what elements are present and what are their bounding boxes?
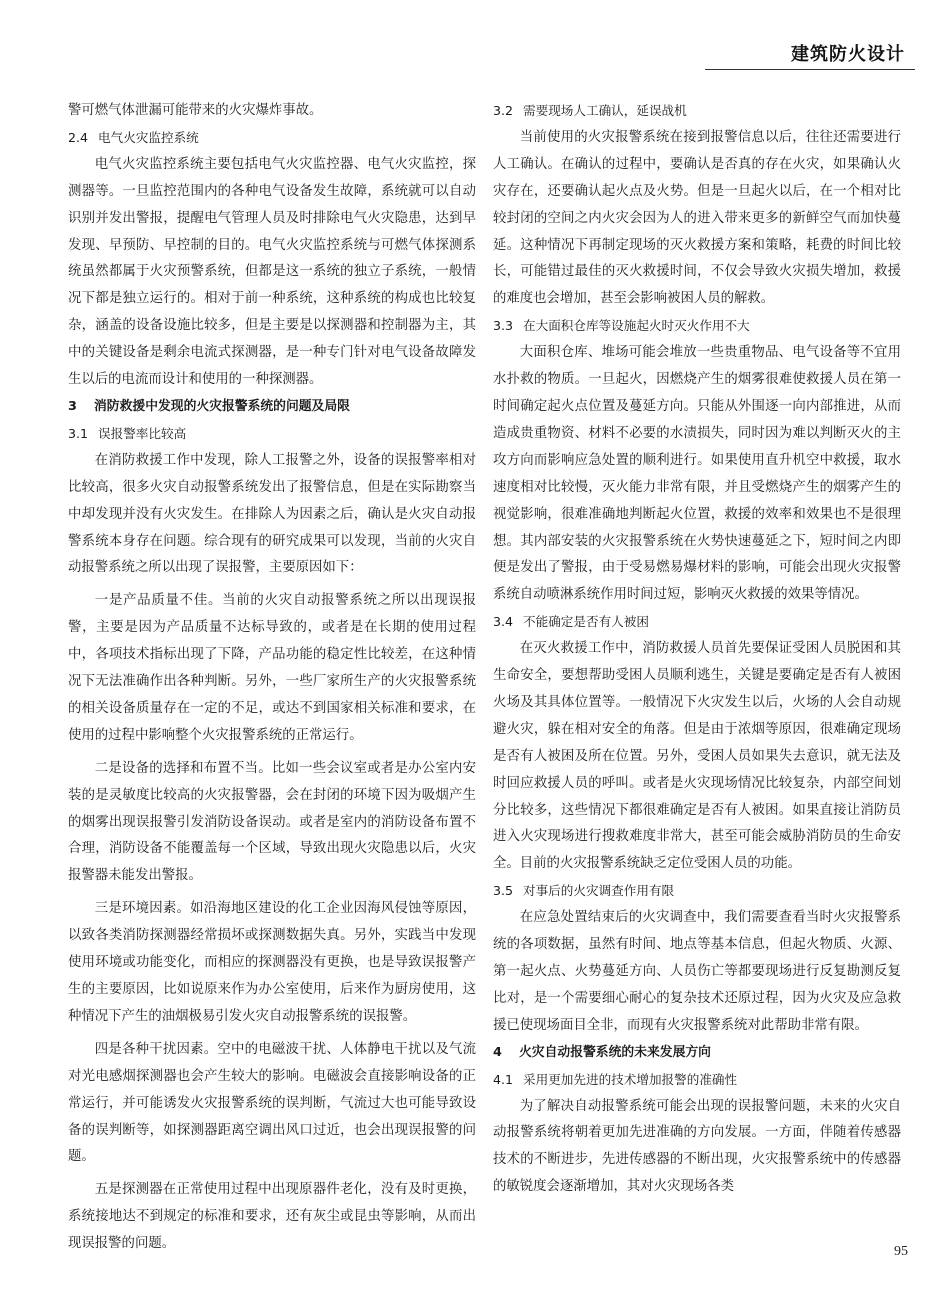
section-title: 误报警率比较高: [98, 425, 187, 441]
section-number: 4: [493, 1044, 502, 1060]
heading-4: [493, 1040, 901, 1067]
heading-2-4: [68, 125, 476, 152]
section-title: 采用更加先进的技术增加报警的准确性: [523, 1071, 738, 1087]
continued-paragraph: 警可燃气体泄漏可能带来的火灾爆炸事故。: [68, 103, 323, 118]
section-number: 3: [68, 398, 77, 414]
paragraph: 在消防救援工作中发现，除人工报警之外，设备的误报警率相对比较高，很多火灾自动报警系统发出了报警信息，但是在实际勘察当中却发现并没有火灾发生。在排除人为因素之后，确认是火灾自动报警系统本身存在问题。综合现有的研究成果可以发现，当前的火灾自动报警系统之所以出现了误报警，主要原因如下：: [68, 452, 476, 576]
section-title: 不能确定是否有人被困: [523, 614, 649, 630]
heading-4-1: [493, 1067, 901, 1094]
heading-3: [68, 394, 476, 421]
heading-3-2: [493, 98, 901, 125]
paragraph: 在应急处置结束后的火灾调查中，我们需要查看当时火灾报警系统的各项数据，虽然有时间、地点等基本信息，但起火物质、火源、第一起火点、火势蔓延方向、人员伤亡等都要现场进行反复勘测反复比对，是一个需要细心耐心的复杂技术还原过程，因为火灾及应急救援已使现场面目全非，而现有火灾报警系统对此帮助非常有限。: [493, 910, 901, 1033]
heading-3-3: [493, 313, 901, 340]
section-number: 3.4: [493, 614, 514, 630]
paragraph: 电气火灾监控系统主要包括电气火灾监控器、电气火灾监控，探测器等。一旦监控范围内的各种电气设备发生故障，系统就可以自动识别并发出警报，提醒电气管理人员及时排除电气火灾隐患，达到早发现、早预防、早控制的目的。电气火灾监控系统与可燃气体探测系统虽然都属于火灾预警系统，但都是这一系统的独立子系统，一般情况下都是独立运行的。相对于前一种系统，这种系统的构成也比较复杂，涵盖的设备设施比较多，但是主要是以探测器和控制器为主，其中的关键设备是剩余电流式探测器，是一种专门针对电气设备故障发生以后的电流而设计和使用的一种探测器。: [68, 156, 476, 388]
section-title: 需要现场人工确认，延误战机: [523, 103, 687, 118]
header-rule: [705, 69, 915, 70]
section-title: 消防救援中发现的火灾报警系统的问题及局限: [94, 398, 350, 414]
paragraph: 为了解决自动报警系统可能会出现的误报警问题，未来的火灾自动报警系统将朝着更加先进准确的方向发展。一方面，伴随着传感器技术的不断进步，先进传感器的不断出现，火灾报警系统中的传感器的敏锐度会逐渐增加，其对火灾现场各类: [493, 1098, 901, 1195]
right-column: [493, 98, 901, 1201]
heading-3-1: [68, 421, 476, 448]
paragraph: 当前使用的火灾报警系统在接到报警信息以后，往往还需要进行人工确认。在确认的过程中，要确认是否真的存在火灾，如果确认火灾存在，还要确认起火点及火势。但是一旦起火以后，在一个相对比较封闭的空间之内火灾会因为人的进入带来更多的新鲜空气而加快蔓延。这种情况下再制定现场的灭火救援方案和策略，耗费的时间比较长，可能错过最佳的灭火救援时间，不仅会导致火灾损失增加，救援的难度也会增加，甚至会影响被困人员的解救。: [493, 129, 901, 307]
section-number: 3.2: [493, 103, 514, 118]
paragraph: 二是设备的选择和布置不当。比如一些会议室或者是办公室内安装的是灵敏度比较高的火灾报警器，会在封闭的环境下因为吸烟产生的烟雾出现误报警引发消防设备误动。或者是室内的消防设备布置不合理，消防设备不能覆盖每一个区域，导致出现火灾隐患以后，火灾报警器未能发出警报。: [68, 760, 476, 884]
page-number: 95: [894, 1244, 908, 1259]
left-column: [68, 98, 476, 1258]
paragraph: 五是探测器在正常使用过程中出现原器件老化，没有及时更换，系统接地达不到规定的标准和要求，还有灰尘或昆虫等影响，从而出现误报警的问题。: [68, 1182, 476, 1252]
section-number: 2.4: [68, 129, 89, 145]
section-number: 3.3: [493, 318, 514, 334]
section-title: 在大面积仓库等设施起火时灭火作用不大: [523, 318, 750, 334]
section-title: 电气火灾监控系统: [98, 129, 199, 145]
paragraph: 三是环境因素。如沿海地区建设的化工企业因海风侵蚀等原因，以致各类消防探测器经常损坏或探测数据失真。另外，实践当中发现使用环境或功能变化，而相应的探测器没有更换，也是导致误报警产生的主要原因，比如说原来作为办公室使用，后来作为厨房使用，这种情况下产生的油烟极易引发火灾自动报警系统的误报警。: [68, 901, 476, 1024]
paragraph: 在灭火救援工作中，消防救援人员首先要保证受困人员脱困和其生命安全，要想帮助受困人员顺利逃生，关键是要确定是否有人被困火场及其具体位置等。一般情况下火灾发生以后，火场的人会自动规避火灾，躲在相对安全的角落。但是由于浓烟等原因，很难确定现场是否有人被困及所在位置。另外，受困人员如果失去意识，就无法及时回应救援人员的呼叫。或者是火灾现场情况比较复杂，内部空间划分比较多，这些情况下都很难确定是否有人被困。如果直接让消防员进入火灾现场进行搜救难度非常大，甚至可能会威胁消防员的生命安全。目前的火灾报警系统缺乏定位受困人员的功能。: [493, 641, 901, 872]
section-title: 对事后的火灾调查作用有限: [523, 883, 675, 899]
paragraph: 大面积仓库、堆场可能会堆放一些贵重物品、电气设备等不宜用水扑救的物质。一旦起火，因燃烧产生的烟雾很难使救援人员在第一时间确定起火点位置及蔓延方向。只能从外围逐一向内部推进，从而造成贵重物资、材料不必要的水渍损失，同时因为难以判断灭火的主攻方向而影响应急处置的顺利进行。如果使用直升机空中救援，取水速度相对比较慢，灭火能力非常有限，并且受燃烧产生的烟雾产生的视觉影响，很难准确地判断起火位置，救援的效率和效果也不是很理想。其内部安装的火灾报警系统在火势快速蔓延之下，短时间之内即便是发出了警报，由于受易燃易爆材料的影响，可能会出现火灾报警系统自动喷淋系统作用时间过短，影响灭火救援的效果等情况。: [493, 345, 901, 603]
heading-3-4: [493, 609, 901, 636]
heading-3-5: [493, 878, 901, 905]
running-header: [705, 40, 915, 76]
section-title: 火灾自动报警系统的未来发展方向: [519, 1044, 711, 1060]
section-number: 4.1: [493, 1071, 514, 1087]
paragraph: 四是各种干扰因素。空中的电磁波干扰、人体静电干扰以及气流对光电感烟探测器也会产生较大的影响。电磁波会直接影响设备的正常运行，并可能诱发火灾报警系统的误判断，气流过大也可能导致设备的误判断等，如探测器距离空调出风口过近，也会出现误报警的问题。: [68, 1041, 476, 1165]
section-number: 3.1: [68, 425, 89, 441]
journal-section-title: 建筑防火设计: [791, 44, 905, 65]
paragraph: 一是产品质量不佳。当前的火灾自动报警系统之所以出现误报警，主要是因为产品质量不达标导致的，或者是在长期的使用过程中，各项技术指标出现了下降，产品功能的稳定性比较差，在这种情况下无法准确作出各种判断。另外，一些厂家所生产的火灾报警系统的相关设备质量存在一定的不足，或达不到国家相关标准和要求，在使用的过程中影响整个火灾报警系统的正常运行。: [68, 593, 476, 743]
section-number: 3.5: [493, 883, 514, 899]
